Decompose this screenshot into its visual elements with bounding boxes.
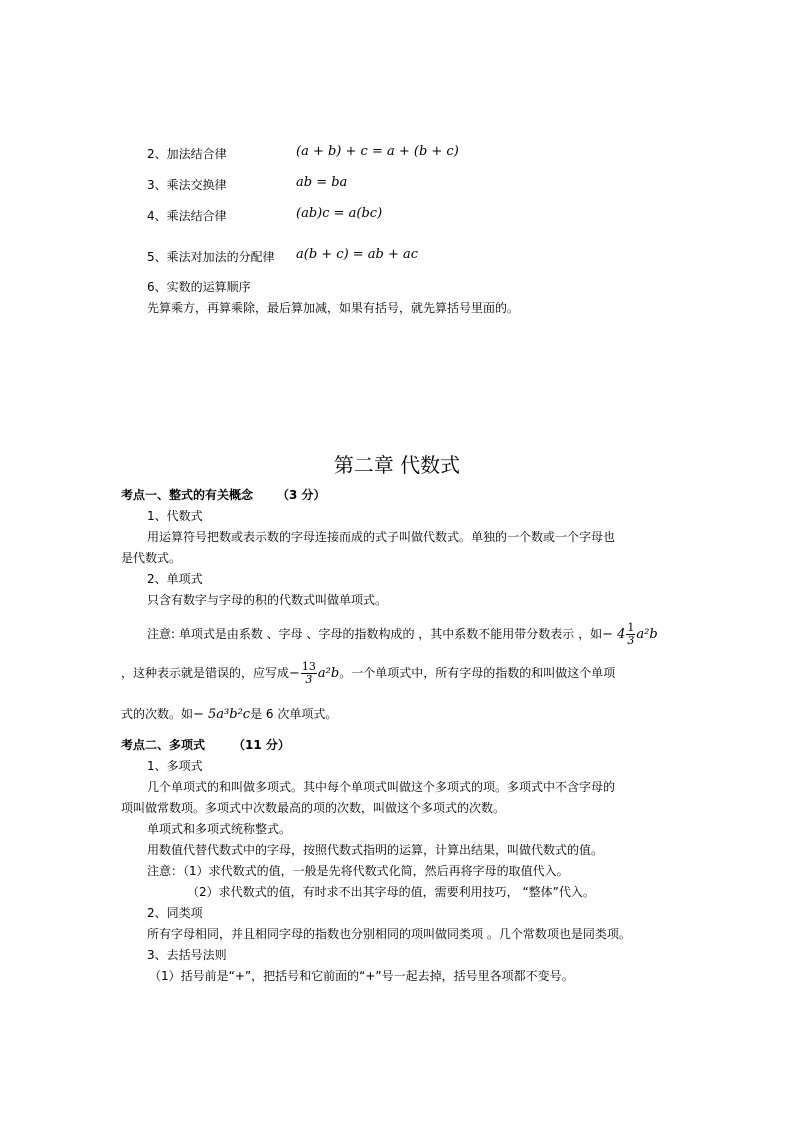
mixed-tail: a²b: [636, 627, 658, 642]
point1-note-line3: [121, 706, 337, 723]
point2-score: （11 分）: [233, 738, 290, 752]
note-line3-b: 是 6 次单项式。: [250, 707, 338, 721]
point1-sub2: 2、单项式: [147, 572, 203, 586]
improper-tail: a²b: [317, 666, 340, 681]
point1-p1-line2: 是代数式。: [121, 551, 182, 565]
degree-example: − 5a³b²c: [193, 707, 251, 722]
law-2-label: 2、加法结合律: [147, 147, 227, 161]
improper-fraction: [301, 661, 317, 686]
improper-num: 13: [301, 660, 316, 673]
mixed-fraction: [626, 622, 635, 647]
point1-note-line2: [121, 660, 615, 687]
law-3-formula: ab = ba: [296, 175, 348, 190]
point2-p1-line2: 项叫做常数项。多项式中次数最高的项的次数，叫做这个多项式的次数。: [121, 801, 506, 815]
point2-heading: [121, 737, 290, 753]
point2-sub2: 2、同类项: [147, 906, 203, 920]
point1-heading: [121, 487, 326, 503]
mixed-num: 1: [627, 621, 635, 634]
note-line1-text: 注意: 单项式是由系数 、字母 、字母的指数构成的 ，其中系数不能用带分数表示 ，如: [147, 627, 603, 641]
point2-p1-line1: 几个单项式的和叫做多项式。其中每个单项式叫做这个多项式的项。多项式中不含字母的: [147, 780, 616, 794]
point2-heading-text: 考点二、多项式: [121, 738, 206, 752]
point2-note2: （2）求代数式的值，有时求不出其字母的值，需要利用技巧， “整体”代入。: [187, 885, 595, 899]
note-line3-a: 式的次数。如: [121, 707, 194, 721]
law-5-label: 5、乘法对加法的分配律: [147, 250, 275, 264]
law-2-formula: (a + b) + c = a + (b + c): [296, 144, 459, 159]
point1-p1-line1: 用运算符号把数或表示数的字母连接而成的式子叫做代数式。单独的一个数或一个字母也: [147, 530, 616, 544]
note-line2-a: ，这种表示就是错误的，应写成: [121, 666, 290, 680]
note-line2-b: 。一个单项式中，所有字母的指数的和叫做这个单项: [339, 666, 616, 680]
point1-score: （3 分）: [277, 488, 326, 502]
point1-sub1: 1、代数式: [147, 509, 203, 523]
chapter-title: 第二章 代数式: [333, 453, 461, 477]
point2-sub1: 1、多项式: [147, 759, 203, 773]
point2-note1: 注意：（1）求代数式的值，一般是先将代数式化简，然后再将字母的取值代入。: [147, 864, 569, 878]
improper-den: 3: [305, 673, 313, 686]
law-4-formula: (ab)c = a(bc): [296, 206, 383, 221]
improper-fraction-example: [289, 660, 340, 686]
order-heading: 6、实数的运算顺序: [147, 280, 251, 294]
point1-p2: 只含有数字与字母的积的代数式叫做单项式。: [147, 593, 388, 607]
point2-p3: 用数值代替代数式中的字母，按照代数式指明的运算，计算出结果，叫做代数式的值。: [147, 843, 604, 857]
point2-p5: （1）括号前是“+”，把括号和它前面的“+”号一起去掉，括号里各项都不变号。: [149, 969, 574, 983]
order-text: 先算乘方，再算乘除，最后算加减，如果有括号，就先算括号里面的。: [147, 301, 520, 315]
point2-p4: 所有字母相同，并且相同字母的指数也分别相同的项叫做同类项 。几个常数项也是同类项。: [147, 927, 631, 941]
law-3-label: 3、乘法交换律: [147, 178, 227, 192]
mixed-den: 3: [627, 634, 635, 647]
mixed-whole: − 4: [602, 627, 626, 642]
point1-heading-text: 考点一、整式的有关概念: [121, 488, 254, 502]
point1-note-line1: [147, 622, 658, 647]
point2-p2: 单项式和多项式统称整式。: [147, 822, 292, 836]
law-4-label: 4、乘法结合律: [147, 209, 227, 223]
law-5-formula: a(b + c) = ab + ac: [296, 247, 419, 262]
point2-sub3: 3、去括号法则: [147, 948, 227, 962]
improper-sign: −: [289, 666, 300, 681]
mixed-number-example: [602, 621, 658, 647]
